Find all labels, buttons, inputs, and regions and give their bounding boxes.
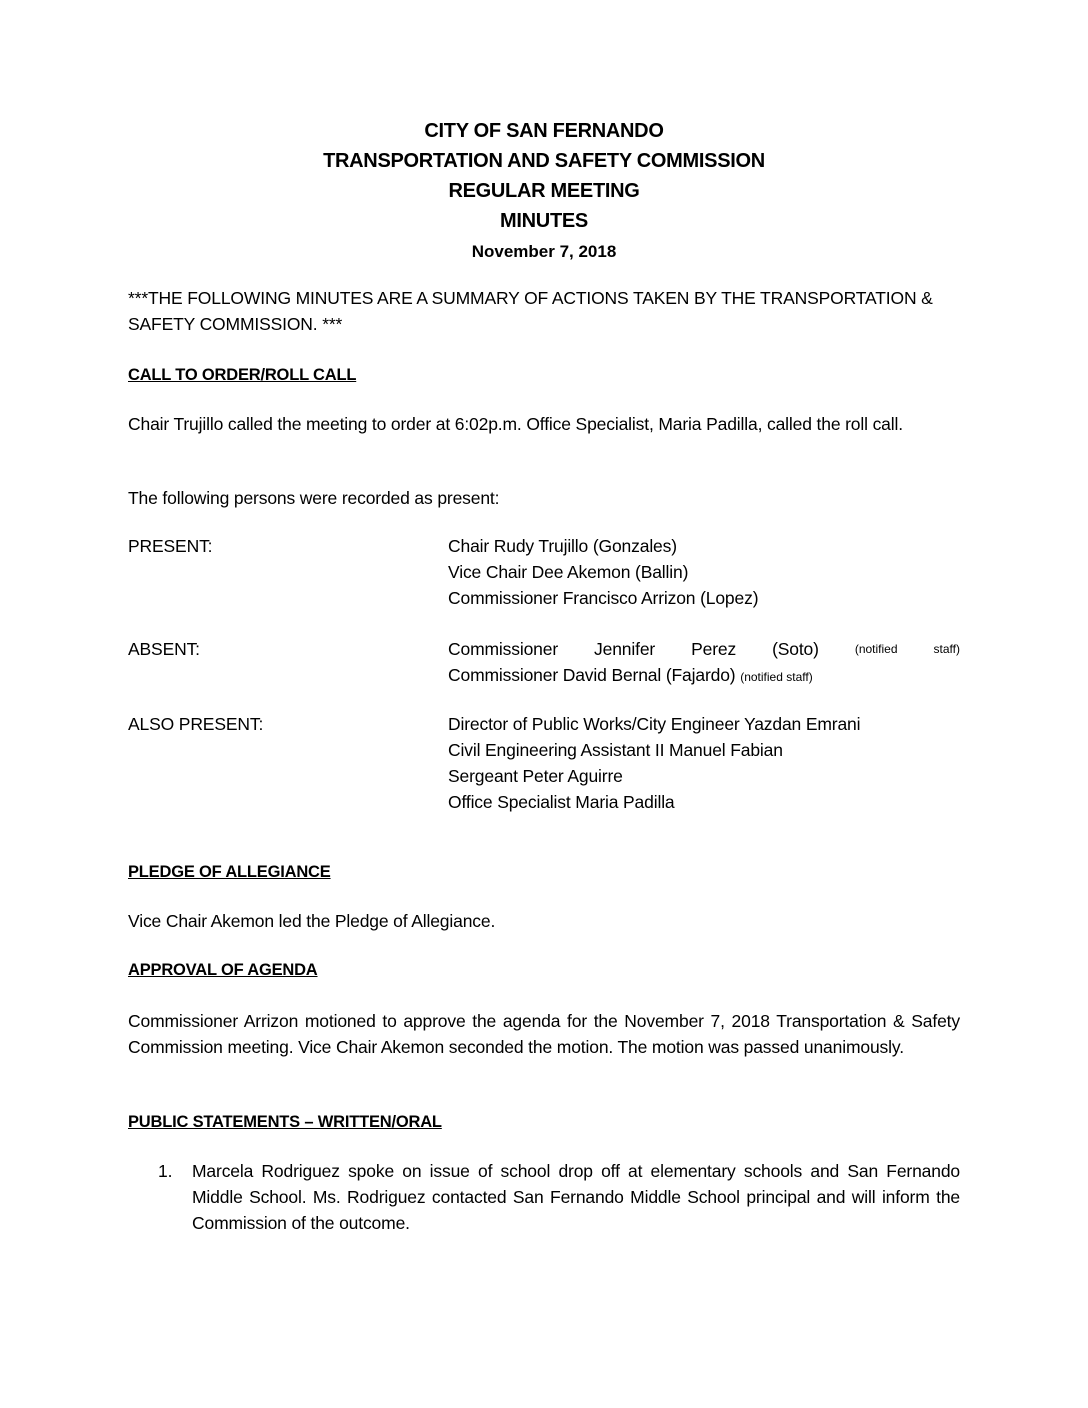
header-title: MINUTES	[500, 210, 588, 232]
pledge-text: Vice Chair Akemon led the Pledge of Allegiance.	[128, 911, 496, 931]
present-label: PRESENT:	[128, 536, 213, 556]
absent-word: Perez	[691, 639, 737, 659]
present-member: Vice Chair Dee Akemon (Ballin)	[448, 562, 689, 582]
also-present-member: Civil Engineering Assistant II Manuel Fabian	[448, 740, 783, 760]
header-commission: TRANSPORTATION AND SAFETY COMMISSION	[323, 150, 765, 172]
list-item-number: 1.	[158, 1161, 173, 1181]
public-statements-heading: PUBLIC STATEMENTS – WRITTEN/ORAL	[128, 1113, 442, 1131]
summary-note: ***THE FOLLOWING MINUTES ARE A SUMMARY OF ACTIONS TAKEN BY THE TRANSPORTATION & SAFETY COMMISSION. ***	[128, 288, 933, 334]
present-list	[448, 533, 960, 611]
absent-member	[448, 662, 960, 690]
header-meeting-type: REGULAR MEETING	[448, 180, 640, 202]
absent-word: Jennifer	[594, 639, 656, 659]
header-city: CITY OF SAN FERNANDO	[424, 120, 664, 142]
also-present-list	[448, 711, 960, 815]
absent-word: (Soto)	[772, 639, 819, 659]
absent-word: Commissioner	[448, 639, 559, 659]
absent-note-word: (notified	[854, 642, 898, 656]
also-present-member: Sergeant Peter Aguirre	[448, 766, 623, 786]
list-item-text: Marcela Rodriguez spoke on issue of school drop off at elementary schools and San Fernando Middle School. Ms. Rodriguez contacted San Fernando Middle School principal and will inform the Commission of the outcome.	[192, 1161, 960, 1233]
agenda-heading: APPROVAL OF AGENDA	[128, 961, 318, 979]
present-member: Chair Rudy Trujillo (Gonzales)	[448, 536, 677, 556]
present-intro: The following persons were recorded as present:	[128, 488, 500, 508]
agenda-text: Commissioner Arrizon motioned to approve the agenda for the November 7, 2018 Transportation & Safety Commission meeting. Vice Chair Akemon seconded the motion. The motion was passed unanimously.	[128, 1011, 960, 1057]
also-present-member: Director of Public Works/City Engineer Yazdan Emrani	[448, 714, 861, 734]
call-to-order-heading: CALL TO ORDER/ROLL CALL	[128, 366, 357, 384]
call-to-order-text: Chair Trujillo called the meeting to order at 6:02p.m. Office Specialist, Maria Padilla, called the roll call.	[128, 414, 903, 434]
absent-label: ABSENT:	[128, 639, 200, 659]
absent-note: (notified staff)	[740, 670, 813, 684]
pledge-heading: PLEDGE OF ALLEGIANCE	[128, 863, 331, 881]
absent-list	[448, 636, 960, 690]
also-present-member: Office Specialist Maria Padilla	[448, 792, 675, 812]
absent-member	[448, 636, 960, 662]
header-date: November 7, 2018	[471, 242, 617, 261]
present-member: Commissioner Francisco Arrizon (Lopez)	[448, 588, 759, 608]
document-header	[0, 116, 1088, 264]
also-present-label: ALSO PRESENT:	[128, 714, 264, 734]
absent-note-word: staff)	[933, 642, 960, 656]
absent-name: Commissioner David Bernal (Fajardo)	[448, 665, 736, 685]
